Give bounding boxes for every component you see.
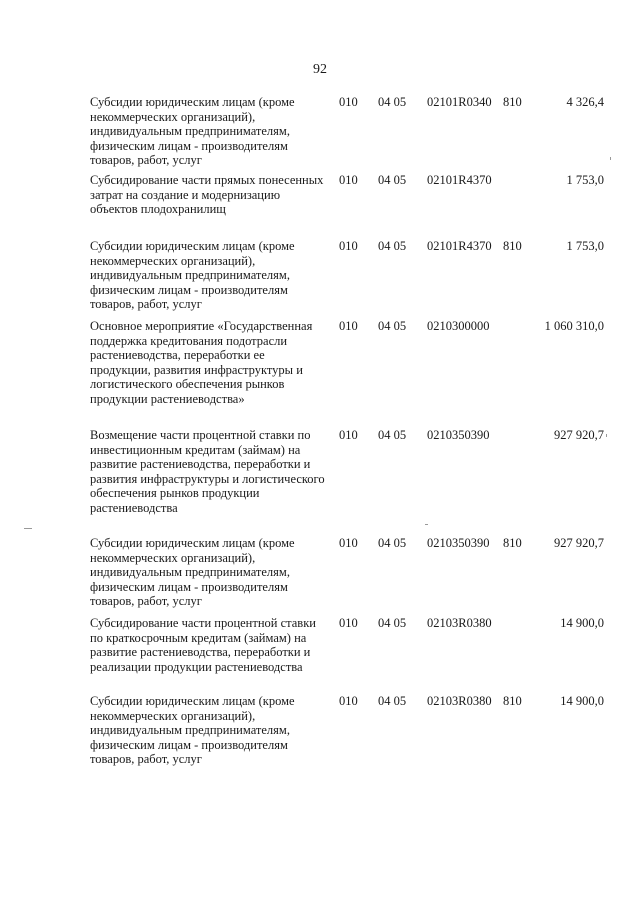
scan-mark bbox=[606, 434, 607, 437]
table-row bbox=[0, 95, 640, 173]
ministry-code: 010 bbox=[339, 173, 358, 187]
section-code: 04 05 bbox=[378, 239, 407, 253]
target-code: 02101R4370 bbox=[427, 239, 492, 253]
ministry-code: 010 bbox=[339, 536, 358, 550]
amount: 1 753,0 bbox=[566, 173, 604, 187]
amount: 4 326,4 bbox=[566, 95, 604, 109]
section-code: 04 05 bbox=[378, 173, 407, 187]
row-name: Возмещение части процентной ставки по инвестиционным кредитам (займам) на развитие растениеводства, переработки и развития инфраструктуры и логистического обеспечения рынков продукции растениеводства bbox=[90, 428, 325, 515]
row-name: Субсидии юридическим лицам (кроме некоммерческих организаций), индивидуальным предпринимателям, физическим лицам - производителям товаров, работ, услуг bbox=[90, 239, 295, 312]
target-code: 0210300000 bbox=[427, 319, 490, 333]
target-code: 02101R0340 bbox=[427, 95, 492, 109]
amount: 1 060 310,0 bbox=[544, 319, 604, 333]
page-number: 92 bbox=[313, 62, 327, 77]
expense-type-code: 810 bbox=[503, 536, 522, 550]
row-name: Субсидии юридическим лицам (кроме некоммерческих организаций), индивидуальным предпринимателям, физическим лицам - производителям товаров, работ, услуг bbox=[90, 536, 295, 609]
table-row bbox=[0, 536, 640, 616]
row-name: Субсидии юридическим лицам (кроме некоммерческих организаций), индивидуальным предпринимателям, физическим лицам - производителям товаров, работ, услуг bbox=[90, 95, 295, 168]
amount: 1 753,0 bbox=[566, 239, 604, 253]
ministry-code: 010 bbox=[339, 239, 358, 253]
scan-mark bbox=[425, 524, 428, 525]
ministry-code: 010 bbox=[339, 95, 358, 109]
expense-type-code: 810 bbox=[503, 95, 522, 109]
scan-mark bbox=[24, 528, 32, 529]
expense-type-code: 810 bbox=[503, 694, 522, 708]
section-code: 04 05 bbox=[378, 319, 407, 333]
section-code: 04 05 bbox=[378, 694, 407, 708]
expense-type-code: 810 bbox=[503, 239, 522, 253]
row-name: Субсидирование части прямых понесенных затрат на создание и модернизацию объектов плодохранилищ bbox=[90, 173, 324, 217]
ministry-code: 010 bbox=[339, 694, 358, 708]
row-name: Субсидирование части процентной ставки по краткосрочным кредитам (займам) на развитие растениеводства, переработки и реализации продукции растениеводства bbox=[90, 616, 316, 674]
section-code: 04 05 bbox=[378, 536, 407, 550]
amount: 14 900,0 bbox=[560, 616, 604, 630]
amount: 14 900,0 bbox=[560, 694, 604, 708]
ministry-code: 010 bbox=[339, 428, 358, 442]
target-code: 02103R0380 bbox=[427, 616, 492, 630]
target-code: 0210350390 bbox=[427, 536, 490, 550]
section-code: 04 05 bbox=[378, 95, 407, 109]
target-code: 02103R0380 bbox=[427, 694, 492, 708]
target-code: 02101R4370 bbox=[427, 173, 492, 187]
section-code: 04 05 bbox=[378, 428, 407, 442]
table-row bbox=[0, 173, 640, 239]
table-row bbox=[0, 428, 640, 536]
row-name: Субсидии юридическим лицам (кроме некоммерческих организаций), индивидуальным предпринимателям, физическим лицам - производителям товаров, работ, услуг bbox=[90, 694, 295, 767]
table-row bbox=[0, 616, 640, 694]
table-row bbox=[0, 694, 640, 774]
target-code: 0210350390 bbox=[427, 428, 490, 442]
amount: 927 920,7 bbox=[554, 428, 604, 442]
budget-table bbox=[0, 95, 640, 774]
row-name: Основное мероприятие «Государственная поддержка кредитования подотрасли растениеводства, переработки ее продукции, развития инфраструктуры и логистического обеспечения рынков продукции растениеводства» bbox=[90, 319, 313, 406]
ministry-code: 010 bbox=[339, 319, 358, 333]
table-row bbox=[0, 319, 640, 428]
scan-mark bbox=[610, 157, 611, 160]
section-code: 04 05 bbox=[378, 616, 407, 630]
table-row bbox=[0, 239, 640, 319]
amount: 927 920,7 bbox=[554, 536, 604, 550]
ministry-code: 010 bbox=[339, 616, 358, 630]
